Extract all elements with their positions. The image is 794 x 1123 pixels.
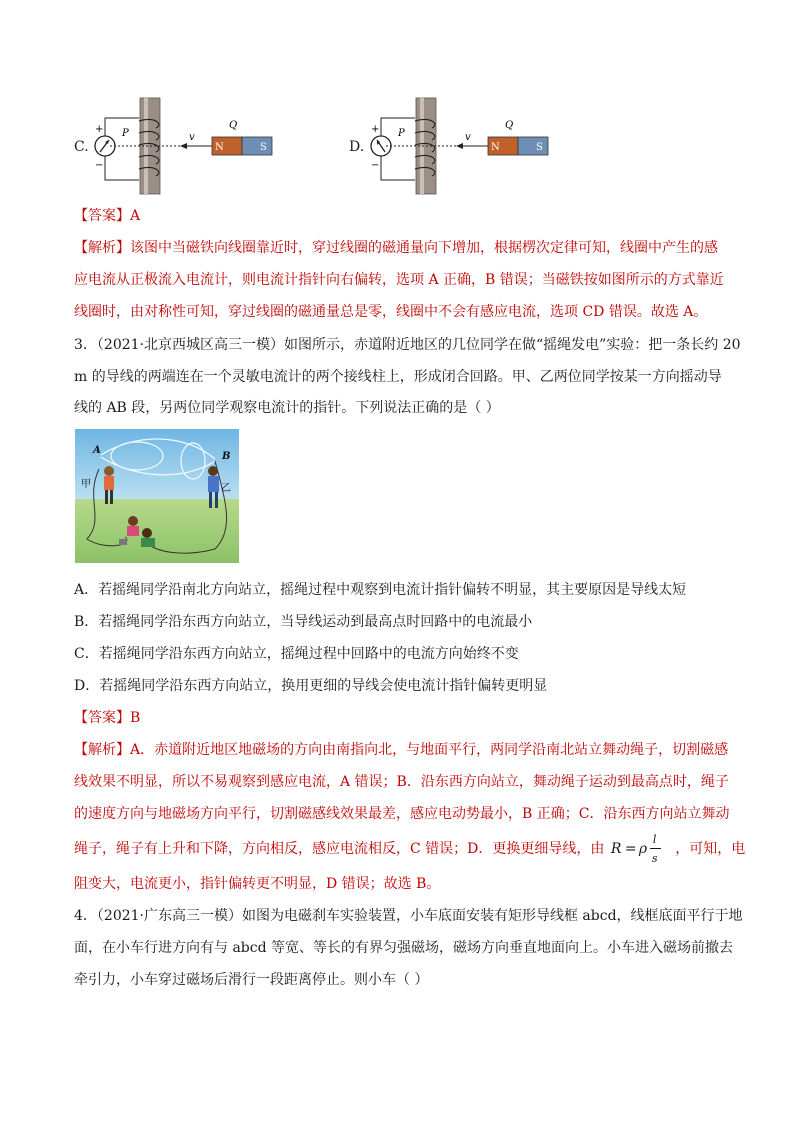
answer-value: A [130, 208, 141, 224]
q2-analysis-line-3: 线圈时，由对称性可知，穿过线圈的磁通量总是零，线圈中不会有感应电流，选项 CD 错误。故选 A。 [74, 304, 708, 320]
q3-analysis-line-5: 阻变大，电流更小，指针偏转更不明显，D 错误；故选 B。 [74, 876, 441, 892]
answer-label: 【答案】 [74, 710, 130, 726]
q3-option-d: D．若摇绳同学沿东西方向站立，换用更细的导线会使电流计指针偏转更明显 [74, 678, 548, 694]
svg-text:B: B [222, 451, 231, 462]
q3-analysis-line-4: 绳子，绳子有上升和下降，方向相反，感应电流相反，C 错误；D．更换更细导线，由 R = ρ l s ，可知，电 [74, 833, 746, 865]
svg-text:Q: Q [505, 120, 514, 131]
figure-c-galvanometer-coil [92, 96, 292, 196]
svg-text:N: N [215, 142, 224, 153]
q3-stem-line-1: 3．（2021·北京西城区高三一模）如图所示，赤道附近地区的几位同学在做“摇绳发电”实验：把一条长约 20 [74, 337, 741, 353]
q2-answer [74, 206, 140, 226]
svg-text:S: S [260, 142, 267, 153]
rope-swinging-illustration [75, 429, 239, 563]
q3-analysis-line-2: 线效果不明显，所以不易观察到感应电流，A 错误；B．沿东西方向站立，舞动绳子运动到最高点时，绳子 [74, 774, 729, 790]
svg-text:−: − [371, 160, 380, 171]
svg-text:+: + [371, 124, 380, 135]
svg-text:甲: 甲 [81, 479, 91, 490]
svg-text:P: P [122, 128, 129, 139]
option-c-letter: C. [74, 139, 89, 155]
q4-stem-line-1: 4．（2021·广东高三一模）如图为电磁刹车实验装置，小车底面安装有矩形导线框 abcd，线框底面平行于地 [74, 908, 743, 924]
q3-analysis-line-3: 的速度方向与地磁场方向平行，切割磁感线效果最差，感应电动势最小，B 正确；C．沿东西方向站立舞动 [74, 806, 730, 822]
answer-label: 【答案】 [74, 208, 130, 224]
q4-stem-line-3: 牵引力，小车穿过磁场后滑行一段距离停止。则小车（ ） [74, 972, 429, 988]
svg-text:v: v [465, 132, 471, 143]
svg-text:v: v [189, 132, 195, 143]
q3-stem-line-2: m 的导线的两端连在一个灵敏电流计的两个接线柱上，形成闭合回路。甲、乙两位同学按某一方向摇动导 [74, 369, 722, 385]
q3-answer [74, 708, 140, 728]
svg-text:+: + [95, 124, 104, 135]
svg-text:−: − [95, 160, 104, 171]
q2-analysis-line-2: 应电流从正极流入电流计，则电流计指针向右偏转，选项 A 正确，B 错误；当磁铁按如图所示的方式靠近 [74, 272, 724, 288]
q3-option-b: B．若摇绳同学沿东西方向站立，当导线运动到最高点时回路中的电流最小 [74, 614, 533, 630]
option-d-letter: D. [349, 139, 365, 155]
svg-text:P: P [398, 128, 405, 139]
q3-analysis-line-1: 【解析】A．赤道附近地区地磁场的方向由南指向北，与地面平行，两同学沿南北站立舞动绳子，切割磁感 [74, 742, 729, 758]
q2-analysis-line-1: 【解析】该图中当磁铁向线圈靠近时，穿过线圈的磁通量向下增加，根据楞次定律可知，线圈中产生的感 [74, 240, 718, 256]
svg-text:N: N [491, 142, 500, 153]
q3-stem-line-3: 线的 AB 段，另两位同学观察电流计的指针。下列说法正确的是（ ） [74, 400, 500, 416]
resistance-formula: R = ρ l s [609, 839, 671, 859]
svg-text:A: A [93, 445, 101, 456]
q3-option-a: A．若摇绳同学沿南北方向站立，摇绳过程中观察到电流计指针偏转不明显，其主要原因是导线太短 [74, 582, 687, 598]
answer-value: B [130, 710, 141, 726]
svg-text:S: S [536, 142, 543, 153]
svg-text:Q: Q [229, 120, 238, 131]
analysis-label: 【解析】 [74, 240, 130, 256]
svg-text:乙: 乙 [221, 483, 231, 494]
q3-option-c: C．若摇绳同学沿东西方向站立，摇绳过程中回路中的电流方向始终不变 [74, 646, 519, 662]
figure-d-galvanometer-coil [368, 96, 568, 196]
q4-stem-line-2: 面，在小车行进方向有与 abcd 等宽、等长的有界匀强磁场，磁场方向垂直地面向上。小车进入磁场前撤去 [74, 940, 734, 956]
analysis-label: 【解析】 [74, 742, 130, 758]
